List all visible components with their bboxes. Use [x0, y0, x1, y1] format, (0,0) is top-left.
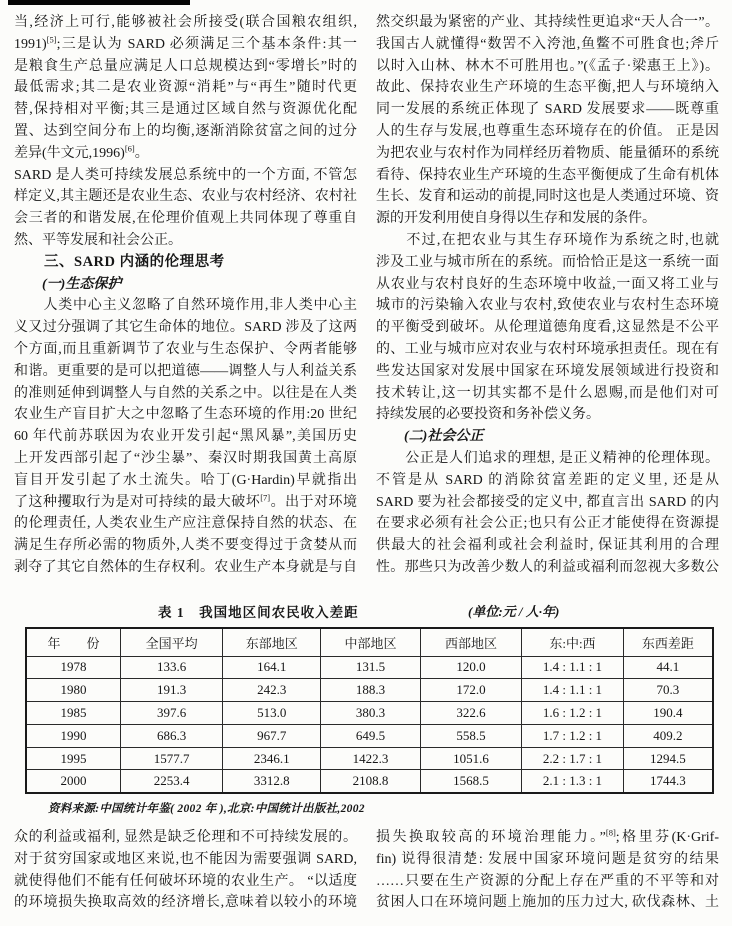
text-line: 然、平等发展和社会公正。: [14, 232, 182, 248]
table-cell: 1577.7: [121, 747, 223, 770]
text-line: 在要求必须有社会公正;也只有公正才能使得在资源提: [376, 516, 719, 532]
text-line: 和谐。更重要的是可以把道德——调整人与人利益关系: [14, 363, 357, 379]
table-caption-row: [25, 601, 713, 619]
text-line: 众的利益或福利, 显然是缺乏伦理和不可持续发展的。: [14, 830, 357, 845]
text-line: 不管是从 SARD 的消除贫富差距的定义里, 还是从: [376, 472, 719, 488]
table-cell: 1980: [26, 679, 121, 702]
text-line: 的环境损失换取高效的经济增长,意味着以较小的环境: [14, 895, 357, 911]
text-line: 看待、保持农业生产环境的生态平衡便成了生命有机体: [376, 167, 719, 183]
table-cell: 242.3: [223, 679, 321, 702]
table-cell: 558.5: [420, 724, 521, 747]
text-line: 就使得他们不能有任何破坏环境的农业生产。 “以适度: [14, 873, 357, 889]
text-line: 的伦理责任, 人类农业生产应注意保持自然的状态、在: [14, 516, 357, 532]
table-cell: 1568.5: [420, 770, 521, 793]
text-line: 的、工业与城市应对农业与农村环境承担责任。现在有: [376, 341, 719, 357]
text-line: 贫困人口在环境问题上施加的压力过大, 砍伐森林、土: [376, 895, 719, 911]
table-cell: 397.6: [121, 702, 223, 725]
table-cell: 1995: [26, 747, 121, 770]
text-line: 公正是人们追求的理想, 是正义精神的伦理体现。: [376, 450, 719, 466]
text-line: 当,经济上可行,能够被社会所接受(联合国粮农组织,: [14, 15, 357, 30]
table-cell: 164.1: [223, 656, 321, 679]
text-line: 替,保持相对平衡;其三是通过区域自然与资源优化配: [14, 102, 357, 118]
table-cell: 1978: [26, 656, 121, 679]
text-line: 生长、发育和运动的前提,同时这也是人类通过环境、资: [376, 189, 719, 205]
text-line: 差异(牛文元,1996)[6]。: [14, 143, 149, 161]
table-header-cell: 东部地区: [223, 628, 321, 656]
table-cell: 131.5: [321, 656, 420, 679]
text-column-bottom-left: [14, 827, 357, 914]
citation-ref: [6]: [124, 143, 135, 154]
text-line: 人类中心主义忽略了自然环境作用,非人类中心主: [14, 298, 357, 314]
table-header-cell: 年 份: [26, 628, 121, 656]
table-cell: 1985: [26, 702, 121, 725]
table-cell: 649.5: [321, 724, 420, 747]
text-line: 是粮食生产总量应满足人口总规模达到“零增长”时的: [14, 58, 357, 74]
text-line: 剥夺了其它自然体的生存权利。农业生产本身就是与自: [14, 559, 357, 575]
table-cell: 172.0: [420, 679, 521, 702]
table-cell: 70.3: [623, 679, 713, 702]
text-column-top-right: [376, 12, 719, 579]
table-cell: 133.6: [121, 656, 223, 679]
text-line: 故此、保持农业生产环境的生态平衡,把人与环境纳入: [376, 80, 719, 96]
text-column-top-left: [14, 12, 357, 579]
text-line: 为把农业与农村作为同样经历着物质、能量循环的系统: [376, 145, 719, 161]
table-cell: 120.0: [420, 656, 521, 679]
text-line: 涉及工业与城市所在的系统。而恰恰正是这一系统一面: [376, 254, 719, 270]
table-cell: 188.3: [321, 679, 420, 702]
text-line: 些发达国家对发展中国家在环境发展领域进行投资和: [376, 363, 719, 379]
text-line: 置、达到空间分布上的均衡,逐渐消除贫富之间的过分: [14, 123, 357, 139]
table-cell: 1.7 : 1.2 : 1: [522, 724, 623, 747]
table-cell: 1294.5: [623, 747, 713, 770]
table-row: [26, 747, 713, 770]
table-cell: 409.2: [623, 724, 713, 747]
text-column-bottom-right: [376, 827, 719, 914]
table-header-cell: 西部地区: [420, 628, 521, 656]
table-cell: 686.3: [121, 724, 223, 747]
citation-ref: [7]: [260, 491, 271, 502]
table-cell: 2.1 : 1.3 : 1: [522, 770, 623, 793]
table-cell: 322.6: [420, 702, 521, 725]
citation-ref: [8]: [605, 827, 616, 838]
text-line: 会三者的和谐发展,在伦理价值观上共同体现了尊重自: [14, 211, 357, 227]
text-line: 的平衡受到破坏。从伦理道德角度看,这显然是不公平: [376, 320, 719, 336]
table-cell: 2000: [26, 770, 121, 793]
text-line: 城市的污染输入农业与农村,致使农业与农村生态环境: [376, 298, 719, 314]
table-header-cell: 中部地区: [321, 628, 420, 656]
table-cell: 1.6 : 1.2 : 1: [522, 702, 623, 725]
table-cell: 967.7: [223, 724, 321, 747]
table-cell: 2346.1: [223, 747, 321, 770]
table-header-cell: 东西差距: [623, 628, 713, 656]
table-cell: 191.3: [121, 679, 223, 702]
text-line: 上开发西部引起了“沙尘暴”、秦汉时期我国黄土高原: [14, 450, 357, 466]
table-row: [26, 679, 713, 702]
table-row: [26, 770, 713, 793]
text-line: 源的开发利用使自身得以生存和发展的条件。: [376, 211, 656, 227]
text-line: fin) 说得很清楚: 发展中国家环境问题是贫穷的结果: [376, 851, 719, 867]
table-cell: 1.4 : 1.1 : 1: [522, 679, 623, 702]
text-line: 然交织最为紧密的产业、其持续性更追求“天人合一”。: [376, 15, 719, 30]
table-cell: 1.4 : 1.1 : 1: [522, 656, 623, 679]
table-cell: 2253.4: [121, 770, 223, 793]
text-line: 盲目开发引起了水土流失。哈丁(G·Hardin)早就指出: [14, 472, 357, 488]
text-line: 技术转让,这一切其实都不是什么恩赐,而是他们对可: [376, 385, 719, 401]
table-cell: 1744.3: [623, 770, 713, 793]
table-unit-label: (单位:元 / 人·年): [468, 604, 560, 619]
text-line: SARD 是人类可持续发展总系统中的一个方面, 不管怎: [14, 167, 357, 183]
text-line: 以时入山林、林木不可胜用也。”(《孟子·梁惠王上》)。: [376, 58, 719, 74]
page-top-rule: [8, 0, 190, 5]
text-line: 个方面,而且重新调节了农业与生态保护、令两者能够: [14, 341, 357, 357]
text-line: 满足生存所必需的物质外,人类不要变得过于贪婪从而: [14, 538, 357, 554]
text-line: ……只要在生产资源的分配上存在严重的不平等和对: [376, 873, 719, 889]
table-source-note: 资料来源:中国统计年鉴( 2002 年 ),北京:中国统计出版社,2002: [48, 803, 365, 815]
income-gap-table: [25, 627, 714, 794]
table-cell: 190.4: [623, 702, 713, 725]
table-header-cell: 东:中:西: [522, 628, 623, 656]
table-row: [26, 656, 713, 679]
table-cell: 44.1: [623, 656, 713, 679]
text-line: 义又过分强调了其它生命体的地位。SARD 涉及了这两: [14, 320, 357, 336]
text-line: 从农业与农村良好的生态环境中收益,一面又将工业与: [376, 276, 719, 292]
table-cell: 1051.6: [420, 747, 521, 770]
text-line: 1991)[5];三是认为 SARD 必须满足三个基本条件:其一: [14, 34, 357, 52]
subsection-heading: (一)生态保护: [14, 276, 122, 292]
table-header-cell: 全国平均: [121, 628, 223, 656]
table-row: [26, 724, 713, 747]
text-line: 不过,在把农业与其生存环境作为系统之时,也就: [376, 232, 719, 248]
section-heading: 三、SARD 内涵的伦理思考: [14, 253, 225, 270]
text-line: 损失换取较高的环境治理能力。”[8];格里芬(K·Grif-: [376, 827, 719, 845]
text-line: 供最大的社会福利或社会利益时, 保证其利用的合理: [376, 538, 719, 554]
table-row: [26, 702, 713, 725]
text-line: 持续发展的必要投资和务补偿义务。: [376, 407, 600, 423]
subsection-heading: (二)社会公正: [376, 429, 484, 445]
text-line: 我国古人就懂得“数罟不入洿池,鱼鳖不可胜食也;斧斤: [376, 36, 719, 52]
text-line: 60 年代前苏联因为农业开发引起“黑风暴”,美国历史: [14, 429, 357, 445]
text-line: 农业生产盲目扩大之中忽略了生态环境的作用:20 世纪: [14, 407, 357, 423]
text-line: 性。那些只为改善少数人的利益或福利而忽视大多数公: [376, 559, 719, 575]
table-cell: 380.3: [321, 702, 420, 725]
table-header-row: [26, 628, 713, 656]
text-line: 人的生存与发展,也尊重生态环境存在的价值。 正是因: [376, 123, 719, 139]
table-cell: 2.2 : 1.7 : 1: [522, 747, 623, 770]
text-line: 最低需求;其二是农业资源“消耗”与“再生”随时代更: [14, 80, 357, 96]
text-line: 的准则延伸到调整人与自然的关系之中。以往是在人类: [14, 385, 357, 401]
table-cell: 1990: [26, 724, 121, 747]
citation-ref: [5]: [46, 34, 57, 45]
table-cell: 1422.3: [321, 747, 420, 770]
table-cell: 3312.8: [223, 770, 321, 793]
text-line: 对于贫穷国家或地区来说,也不能因为需要强调 SARD,: [14, 851, 357, 867]
table-cell: 513.0: [223, 702, 321, 725]
text-line: 同一发展的系统正体现了 SARD 发展要求——既尊重: [376, 102, 719, 118]
text-line: 了这种攫取行为是对可持续的最大破坏[7]。出于对环境: [14, 491, 357, 510]
text-line: SARD 要为社会都接受的定义中, 都直言出 SARD 的内: [376, 494, 719, 510]
text-line: 样定义,其主题还是农业生态、农业与农村经济、农村社: [14, 189, 357, 205]
table-title: 表 1 我国地区间农民收入差距: [158, 605, 359, 620]
table-cell: 2108.8: [321, 770, 420, 793]
